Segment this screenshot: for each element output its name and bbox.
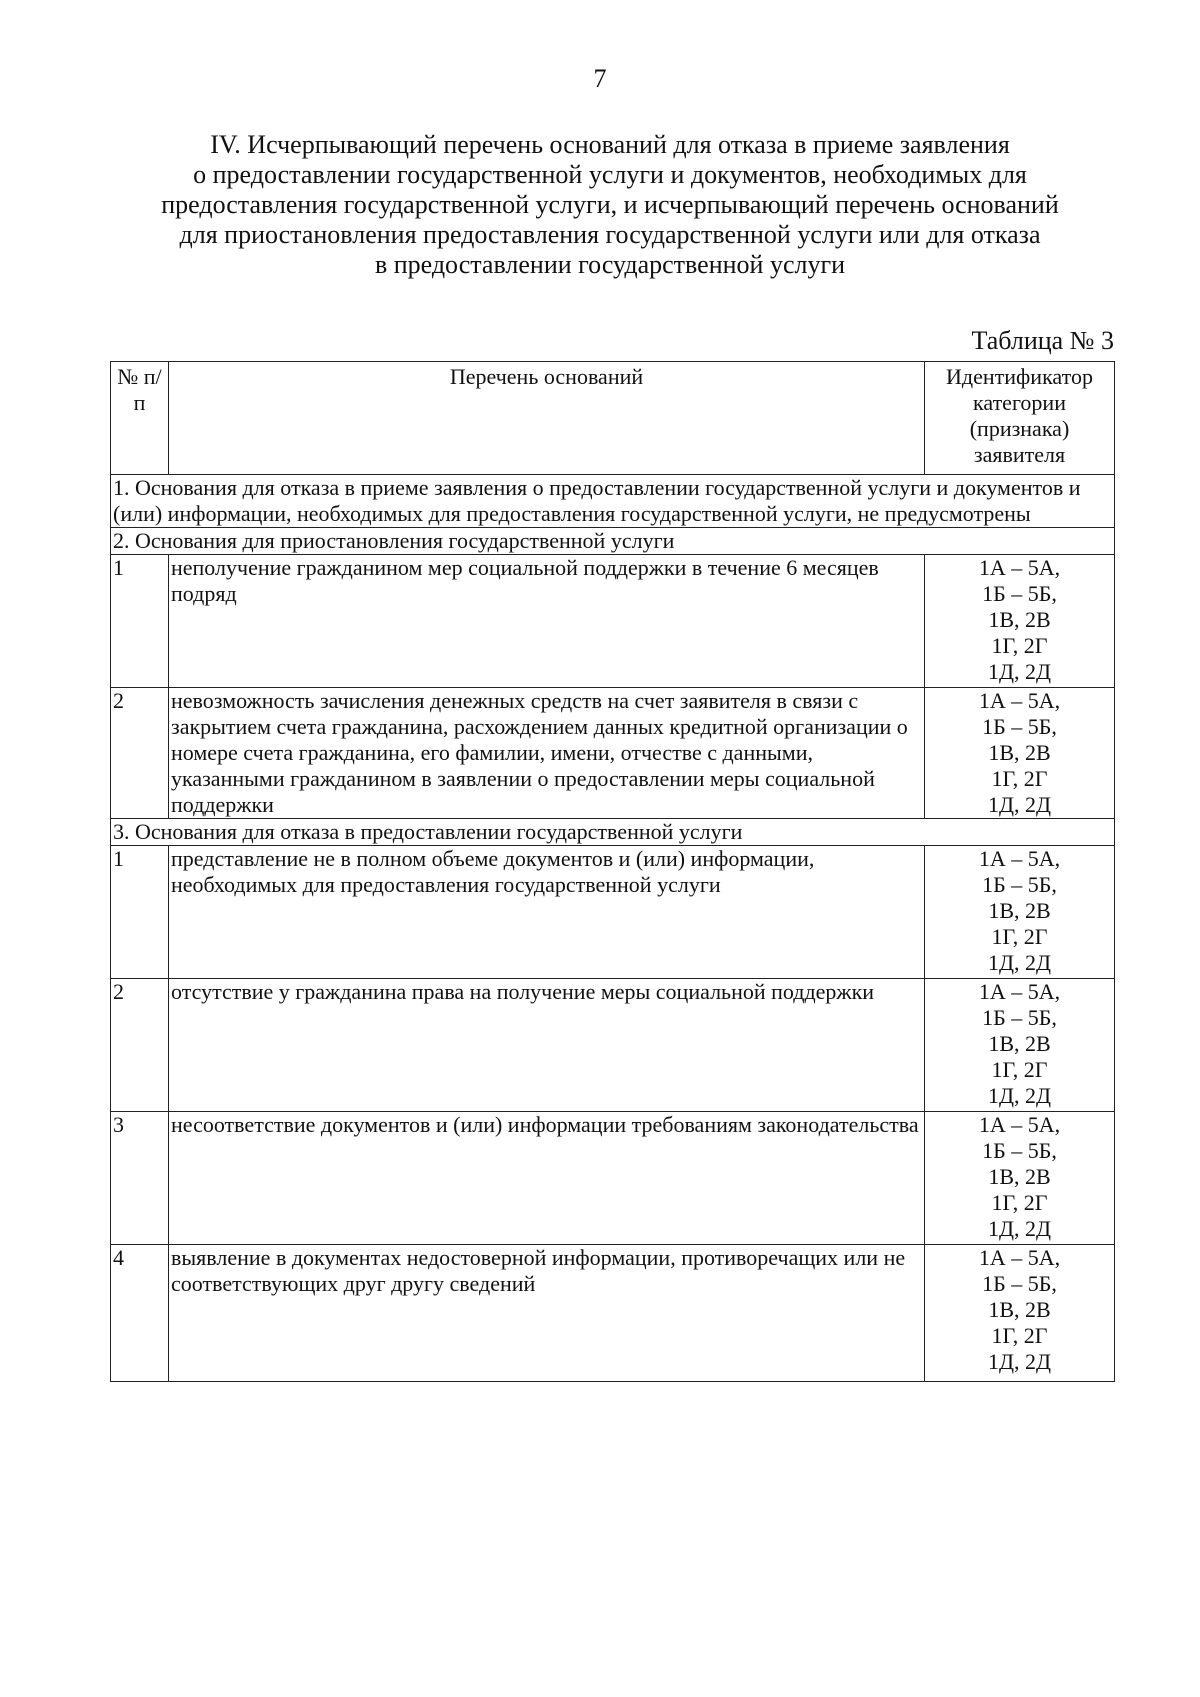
- header-num: № п/п: [111, 362, 169, 475]
- identifier-line: 1Б – 5Б,: [982, 1138, 1057, 1163]
- identifier-line: 1Б – 5Б,: [982, 581, 1057, 606]
- identifier-line: 1В, 2В: [988, 1297, 1051, 1322]
- row-number: 2: [111, 688, 169, 819]
- table-row: [111, 1245, 1115, 1382]
- identifier-line: 1Г, 2Г: [991, 1190, 1048, 1215]
- identifier-line: 1А – 5А,: [978, 1112, 1061, 1137]
- section-row: [111, 475, 1115, 528]
- table-caption: Таблица № 3: [971, 326, 1114, 355]
- header-reason: Перечень оснований: [169, 362, 925, 475]
- section-2-heading: 2. Основания для приостановления государственной услуги: [111, 528, 1115, 555]
- section-1-heading: 1. Основания для отказа в приеме заявления о предоставлении государственной услуги и документов и (или) информации, необходимых для предоставления государственной услуги, не предусмотрены: [111, 475, 1115, 528]
- section-title-line: в предоставлении государственной услуги: [374, 250, 846, 279]
- row-reason: выявление в документах недостоверной информации, противоречащих или не соответствующих друг другу сведений: [169, 1245, 925, 1382]
- identifier-line: 1А – 5А,: [978, 555, 1061, 580]
- identifier-line: 1Б – 5Б,: [982, 872, 1057, 897]
- identifier-line: 1Г, 2Г: [991, 1057, 1048, 1082]
- header-identifier-line: категории: [973, 390, 1066, 415]
- row-identifiers: [925, 979, 1115, 1112]
- row-identifiers: [925, 846, 1115, 979]
- identifier-line: 1В, 2В: [988, 740, 1051, 765]
- identifier-line: 1Г, 2Г: [991, 1323, 1048, 1348]
- row-number: 2: [111, 979, 169, 1112]
- section-title-line: IV. Исчерпывающий перечень оснований для отказа в приеме заявления: [210, 130, 1010, 159]
- row-identifiers: [925, 555, 1115, 688]
- table-row: [111, 688, 1115, 819]
- identifier-line: 1А – 5А,: [978, 688, 1061, 713]
- row-reason: невозможность зачисления денежных средств на счет заявителя в связи с закрытием счета гражданина, расхождением данных кредитной организации о номере счета гражданина, его фамилии, имени, отчестве с данными, указанными гражданином в заявлении о предоставлении меры социальной поддержки: [169, 688, 925, 819]
- section-3-heading: 3. Основания для отказа в предоставлении государственной услуги: [111, 819, 1115, 846]
- row-number: 4: [111, 1245, 169, 1382]
- identifier-line: 1В, 2В: [988, 898, 1051, 923]
- identifier-line: 1А – 5А,: [978, 846, 1061, 871]
- identifier-line: 1Д, 2Д: [987, 792, 1051, 817]
- section-title-line: предоставления государственной услуги, и исчерпывающий перечень оснований: [161, 190, 1059, 219]
- identifier-line: 1Б – 5Б,: [982, 714, 1057, 739]
- identifier-line: 1Д, 2Д: [987, 659, 1051, 684]
- section-title: [110, 130, 1110, 280]
- identifier-line: 1Д, 2Д: [987, 950, 1051, 975]
- header-identifier-line: Идентификатор: [946, 364, 1093, 389]
- identifier-line: 1В, 2В: [988, 1031, 1051, 1056]
- grounds-table: [110, 361, 1115, 1382]
- row-reason: несоответствие документов и (или) информации требованиям законодательства: [169, 1112, 925, 1245]
- row-identifiers: [925, 1112, 1115, 1245]
- table-row: [111, 846, 1115, 979]
- identifier-line: 1Г, 2Г: [991, 633, 1048, 658]
- table-row: [111, 979, 1115, 1112]
- row-identifiers: [925, 688, 1115, 819]
- identifier-line: 1А – 5А,: [978, 1245, 1061, 1270]
- row-number: 3: [111, 1112, 169, 1245]
- header-identifier-line: заявителя: [973, 442, 1066, 467]
- row-number: 1: [111, 555, 169, 688]
- table-row: [111, 555, 1115, 688]
- identifier-line: 1В, 2В: [988, 607, 1051, 632]
- identifier-line: 1Б – 5Б,: [982, 1271, 1057, 1296]
- identifier-line: 1Д, 2Д: [987, 1216, 1051, 1241]
- identifier-line: 1Г, 2Г: [991, 766, 1048, 791]
- row-identifiers: [925, 1245, 1115, 1382]
- section-row: [111, 819, 1115, 846]
- identifier-line: 1Г, 2Г: [991, 924, 1048, 949]
- identifier-line: 1Д, 2Д: [987, 1083, 1051, 1108]
- identifier-line: 1Д, 2Д: [987, 1349, 1051, 1374]
- page-number: 7: [593, 64, 607, 93]
- row-reason: неполучение гражданином мер социальной поддержки в течение 6 месяцев подряд: [169, 555, 925, 688]
- identifier-line: 1В, 2В: [988, 1164, 1051, 1189]
- section-row: [111, 528, 1115, 555]
- row-reason: представление не в полном объеме документов и (или) информации, необходимых для предоставления государственной услуги: [169, 846, 925, 979]
- table-row: [111, 1112, 1115, 1245]
- section-title-line: о предоставлении государственной услуги и документов, необходимых для: [193, 160, 1027, 189]
- header-identifier: [925, 362, 1115, 475]
- row-reason: отсутствие у гражданина права на получение меры социальной поддержки: [169, 979, 925, 1112]
- table-header-row: [111, 362, 1115, 475]
- row-number: 1: [111, 846, 169, 979]
- section-title-line: для приостановления предоставления государственной услуги или для отказа: [179, 220, 1041, 249]
- identifier-line: 1Б – 5Б,: [982, 1005, 1057, 1030]
- identifier-line: 1А – 5А,: [978, 979, 1061, 1004]
- header-identifier-line: (признака): [969, 416, 1070, 441]
